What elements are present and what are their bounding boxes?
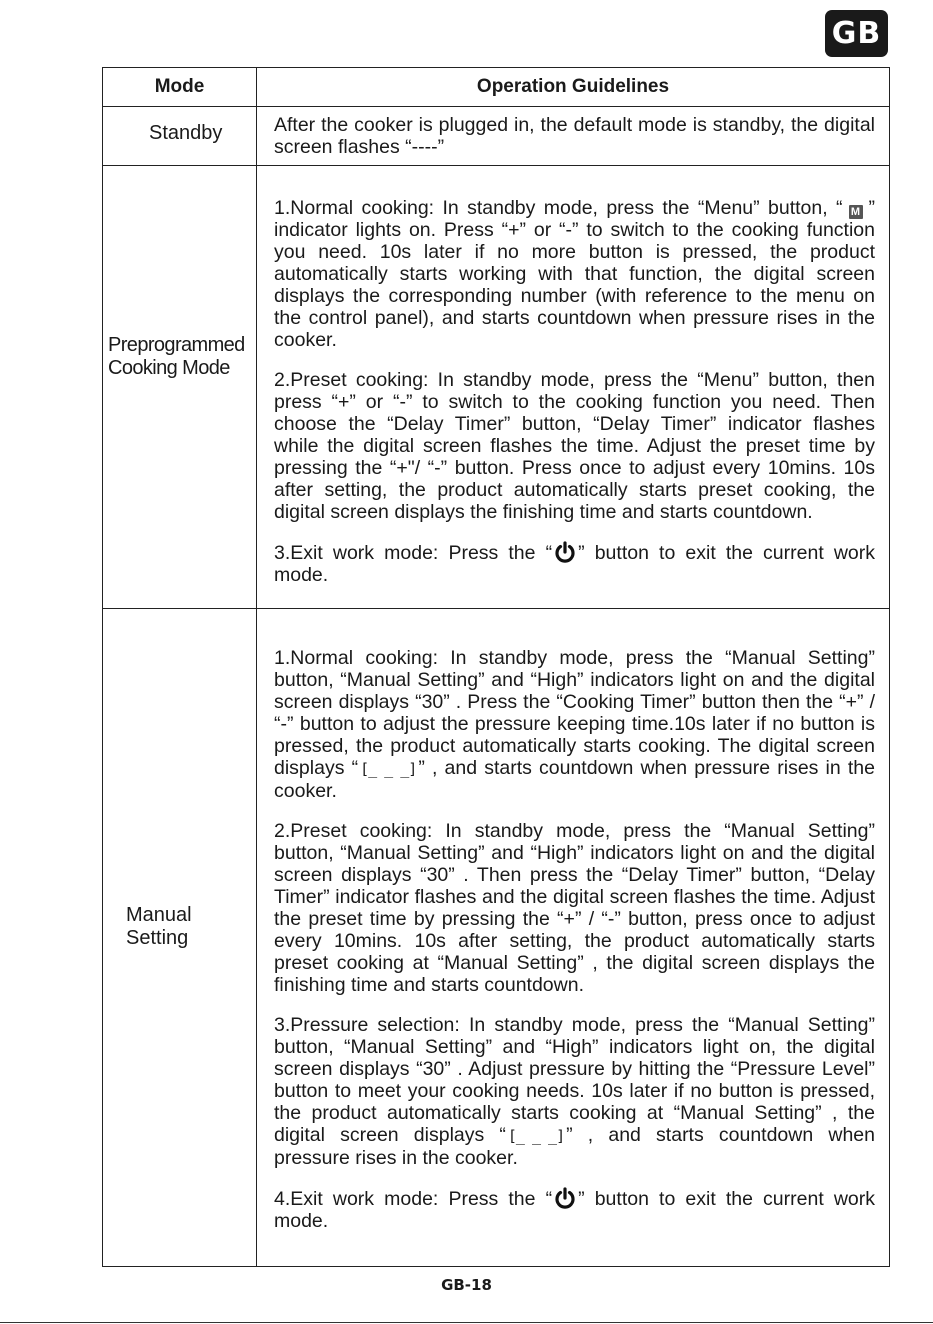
page-number: GB-18	[441, 1276, 492, 1294]
segment-display-icon: [_ _ _]	[507, 1127, 565, 1145]
step-text: ” button to exit the current work mode.	[274, 541, 876, 586]
operation-cell	[257, 609, 890, 1267]
operation-step	[274, 1187, 875, 1232]
operation-step	[274, 647, 875, 802]
step-text: 4.Exit work mode: Press the “	[274, 1188, 553, 1210]
step-text: ” , and starts countdown when pressure rises in the cooker.	[274, 757, 875, 802]
mode-cell	[103, 166, 257, 609]
operation-step: 2.Preset cooking: In standby mode, press the “Manual Setting” button, “Manual Setting” and “High” indicators light on and the digital screen displays “30” . Then press the “Delay Timer” button, “Delay Timer” indicator flashes and the digital screen flashes the time. Adjust the preset time by pressing the “+” / “-” button, press once to adjust every 10mins. 10s after setting, the product automatically starts preset cooking at “Manual Setting” , the digital screen displays the finishing time and starts countdown.	[274, 820, 875, 996]
table-row-standby	[103, 107, 890, 166]
table-row-preprogrammed	[103, 166, 890, 609]
bottom-divider	[0, 1322, 933, 1323]
step-text: 3.Pressure selection: In standby mode, press the “Manual Setting” button, “Manual Setting” and “High” indicators light on, the digital screen displays “30” . Adjust pressure by hitting the “Pressure Level” button to meet your cooking needs. 10s later if no button is pressed, the product automatically starts cooking at “Manual Setting” , the digital screen displays “	[274, 1014, 875, 1146]
menu-indicator-icon: M	[849, 205, 863, 219]
step-text: ” button to exit the current work mode.	[274, 1188, 876, 1232]
language-badge: GB	[825, 10, 888, 57]
operation-text: After the cooker is plugged in, the default mode is standby, the digital screen flashes “----”	[274, 114, 875, 158]
mode-name: Standby	[149, 121, 223, 144]
operation-guidelines-table	[102, 67, 890, 1267]
operation-step	[274, 197, 875, 351]
step-text: 3.Exit work mode: Press the “	[274, 541, 553, 564]
header-mode: Mode	[103, 68, 257, 107]
mode-cell	[103, 609, 257, 1267]
power-icon	[554, 1187, 576, 1209]
operation-step	[274, 541, 875, 586]
step-text: ” indicator lights on. Press “+” or “-” to switch to the cooking function you need. 10s later if no more button is pressed, the product automatically starts working with that function, the digital screen displays the corresponding number (with reference to the menu on the control panel), and starts countdown when pressure rises in the cooker.	[274, 196, 875, 351]
power-icon	[554, 541, 576, 563]
table-header-row	[103, 68, 890, 107]
header-operation-guidelines: Operation Guidelines	[257, 68, 890, 107]
step-text: ” , and starts countdown when pressure rises in the cooker.	[274, 1124, 875, 1169]
operation-cell	[257, 166, 890, 609]
step-text: 1.Normal cooking: In standby mode, press the “Manual Setting” button, “Manual Setting” and “High” indicators light on and the digital screen displays “30” . Press the “Cooking Timer” button then the “+” / “-” button to adjust the pressure keeping time.10s later if no button is pressed, the product automatically starts cooking. The digital screen displays “	[274, 647, 875, 779]
operation-step	[274, 1014, 875, 1169]
mode-cell	[103, 107, 257, 166]
mode-name: Manual Setting	[126, 903, 192, 949]
segment-display-icon: [_ _ _]	[360, 760, 417, 778]
mode-name: Preprogrammed Cooking Mode	[108, 334, 245, 379]
step-text: 1.Normal cooking: In standby mode, press the “Menu” button, “	[274, 196, 843, 219]
table-row-manual-setting	[103, 609, 890, 1267]
operation-step: 2.Preset cooking: In standby mode, press the “Menu” button, then press “+” or “-” to switch to the cooking function you need. Then choose the “Delay Timer” button, “Delay Timer” indicator flashes while the digital screen flashes the time. Adjust the preset time by pressing the “+"/ “-” button. Press once to adjust every 10mins. 10s after setting, the product automatically starts preset cooking, the digital screen displays the finishing time and starts countdown.	[274, 368, 875, 523]
operation-cell	[257, 107, 890, 166]
